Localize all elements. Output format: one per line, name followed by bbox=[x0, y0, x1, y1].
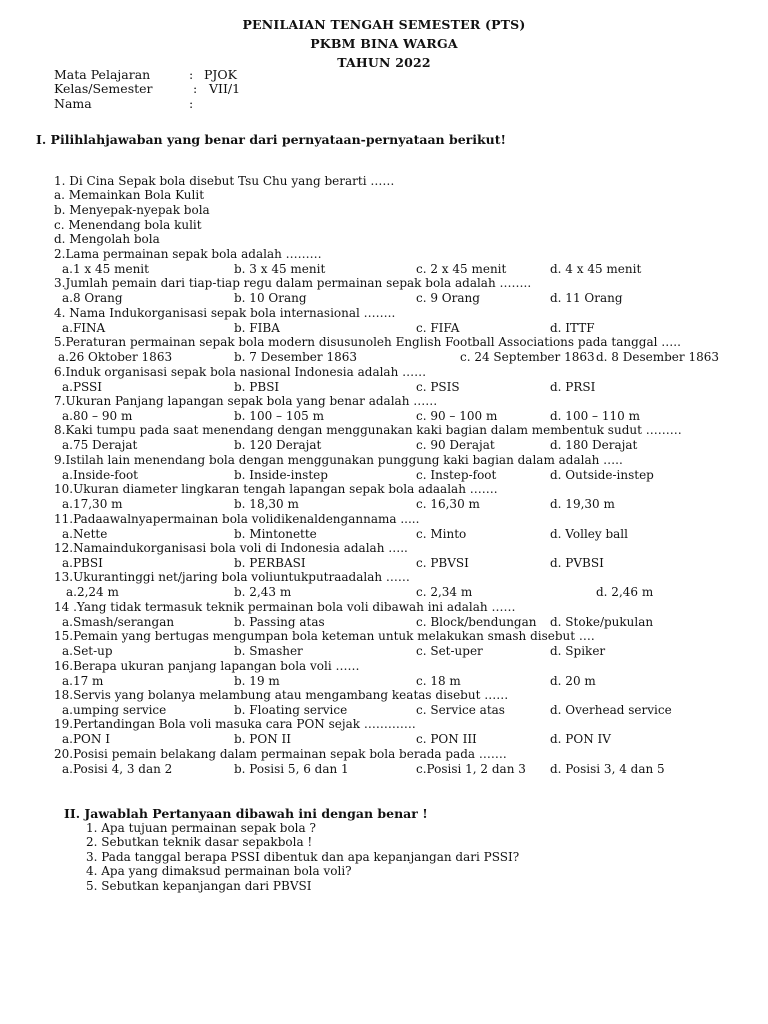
question-option-a: a.17 m bbox=[62, 673, 104, 688]
question-option-c: c. Set-uper bbox=[416, 644, 483, 659]
question-option-d: d. PON IV bbox=[550, 732, 611, 747]
question-option-d: d. 19,30 m bbox=[550, 497, 615, 512]
question-1-option-c: c. Menendang bola kulit bbox=[54, 218, 202, 232]
question-option-b: b. Smasher bbox=[234, 644, 303, 659]
question-option-c: c. 18 m bbox=[416, 673, 461, 688]
essay-question-5: 5. Sebutkan kepanjangan dari PBVSI bbox=[86, 879, 312, 893]
question-option-a: a.Set-up bbox=[62, 644, 113, 659]
exam-year: TAHUN 2022 bbox=[337, 55, 431, 70]
subject-label: Mata Pelajaran bbox=[54, 67, 151, 82]
question-text: 10.Ukuran diameter lingkaran tengah lapangan sepak bola adaalah ……. bbox=[54, 482, 498, 497]
question-option-c: c. FIFA bbox=[416, 320, 460, 335]
question-text: 15.Pemain yang bertugas mengumpan bola keteman untuk melakukan smash disebut …. bbox=[54, 629, 595, 644]
section-2-title: II. Jawablah Pertanyaan dibawah ini dengan benar ! bbox=[64, 806, 428, 821]
question-option-a: a.PBSI bbox=[62, 556, 103, 570]
question-option-c: c. PSIS bbox=[416, 379, 460, 394]
question-option-d: d. 4 x 45 menit bbox=[550, 262, 642, 276]
question-text: 19.Pertandingan Bola voli masuka cara PON sejak …………. bbox=[54, 717, 416, 732]
question-option-b: b. PBSI bbox=[234, 379, 280, 394]
question-text: 3.Jumlah pemain dari tiap-tiap regu dalam permainan sepak bola adalah …….. bbox=[54, 276, 532, 291]
question-text: 4. Nama Indukorganisasi sepak bola internasional …….. bbox=[54, 305, 396, 320]
question-1-option-a: a. Memainkan Bola Kulit bbox=[54, 188, 205, 202]
question-option-c: c. Block/bendungan bbox=[416, 614, 537, 629]
question-option-a: a.umping service bbox=[62, 703, 167, 717]
question-option-d: d. PVBSI bbox=[550, 556, 604, 570]
question-option-c: c. 9 Orang bbox=[416, 291, 480, 306]
class-semester-label: Kelas/Semester bbox=[54, 81, 153, 96]
name-label: Nama bbox=[54, 96, 92, 111]
question-option-a: a.FINA bbox=[62, 320, 106, 335]
question-1-text: 1. Di Cina Sepak bola disebut Tsu Chu yang berarti …… bbox=[54, 174, 395, 188]
essay-question-1: 1. Apa tujuan permainan sepak bola ? bbox=[86, 821, 316, 835]
question-option-b: b. 7 Desember 1863 bbox=[234, 350, 357, 365]
question-option-c: c. 90 – 100 m bbox=[416, 409, 498, 423]
question-option-b: b. Mintonette bbox=[234, 526, 317, 541]
question-option-a: a.Smash/serangan bbox=[62, 614, 175, 629]
question-option-b: b. 10 Orang bbox=[234, 291, 307, 306]
question-option-c: c. Minto bbox=[416, 526, 467, 541]
question-text: 5.Peraturan permainan sepak bola modern disusunoleh English Football Associations pada tanggal ….. bbox=[54, 335, 681, 350]
question-option-d: d. Stoke/pukulan bbox=[550, 614, 654, 629]
question-option-a: a.17,30 m bbox=[62, 497, 123, 512]
question-option-a: a.8 Orang bbox=[62, 291, 123, 306]
question-text: 16.Berapa ukuran panjang lapangan bola voli …… bbox=[54, 658, 360, 673]
question-option-a: a.PSSI bbox=[62, 379, 103, 394]
question-option-c: c. Instep-foot bbox=[416, 467, 497, 482]
question-option-c: c. 90 Derajat bbox=[416, 438, 495, 453]
question-option-a: a.Inside-foot bbox=[62, 467, 138, 482]
question-text: 9.Istilah lain menendang bola dengan menggunakan punggung kaki bagian dalam adalah ….. bbox=[54, 452, 623, 467]
school-name: PKBM BINA WARGA bbox=[310, 36, 458, 51]
question-option-b: b. 120 Derajat bbox=[234, 438, 322, 453]
question-text: 6.Induk organisasi sepak bola nasional Indonesia adalah …… bbox=[54, 364, 427, 379]
question-option-a: a.26 Oktober 1863 bbox=[58, 350, 173, 365]
question-option-b: b. Passing atas bbox=[234, 614, 325, 629]
question-option-a: a.Nette bbox=[62, 526, 108, 541]
subject-value: PJOK bbox=[204, 67, 238, 82]
essay-question-4: 4. Apa yang dimaksud permainan bola voli? bbox=[86, 864, 352, 878]
class-semester-value: VII/1 bbox=[209, 81, 241, 96]
question-option-b: b. 100 – 105 m bbox=[234, 409, 324, 423]
class-semester-colon: : bbox=[193, 81, 198, 96]
question-option-a: a.2,24 m bbox=[66, 585, 119, 600]
question-option-b: b. FIBA bbox=[234, 320, 280, 335]
question-option-d: d. 180 Derajat bbox=[550, 438, 638, 453]
question-option-d: d. 20 m bbox=[550, 673, 596, 688]
question-option-d: d. Posisi 3, 4 dan 5 bbox=[550, 761, 665, 776]
question-option-a: a.PON I bbox=[62, 732, 110, 747]
question-option-d: d. Outside-instep bbox=[550, 467, 654, 482]
question-option-d: d. PRSI bbox=[550, 379, 596, 394]
question-option-c: c. PBVSI bbox=[416, 556, 469, 570]
question-text: 13.Ukurantinggi net/jaring bola voliuntukputraadalah …… bbox=[54, 570, 410, 585]
question-option-c: c. Service atas bbox=[416, 703, 505, 717]
question-text: 2.Lama permainan sepak bola adalah ……… bbox=[54, 247, 322, 261]
question-option-b: b. PERBASI bbox=[234, 556, 306, 570]
question-1-option-b: b. Menyepak-nyepak bola bbox=[54, 203, 210, 217]
essay-question-3: 3. Pada tanggal berapa PSSI dibentuk dan apa kepanjangan dari PSSI? bbox=[86, 850, 520, 864]
question-option-a: a.Posisi 4, 3 dan 2 bbox=[62, 761, 173, 776]
question-option-c: c. 2 x 45 menit bbox=[416, 262, 507, 276]
question-1-option-d: d. Mengolah bola bbox=[54, 232, 160, 246]
question-option-a: a.80 – 90 m bbox=[62, 409, 133, 423]
question-option-b: b. 19 m bbox=[234, 673, 280, 688]
question-text: 12.Namaindukorganisasi bola voli di Indonesia adalah ….. bbox=[54, 541, 408, 555]
question-option-c: c. 2,34 m bbox=[416, 585, 473, 600]
question-option-b: b. Posisi 5, 6 dan 1 bbox=[234, 761, 349, 776]
question-text: 8.Kaki tumpu pada saat menendang dengan menggunakan kaki bagian dalam membentuk sudut ……… bbox=[54, 423, 682, 438]
question-option-b: b. Floating service bbox=[234, 703, 348, 717]
question-option-d: d. Volley ball bbox=[550, 526, 628, 541]
question-option-d: d. 2,46 m bbox=[596, 585, 654, 600]
question-option-a: a.75 Derajat bbox=[62, 438, 138, 453]
question-text: 14 .Yang tidak termasuk teknik permainan bola voli dibawah ini adalah …… bbox=[54, 599, 516, 614]
question-option-b: b. 2,43 m bbox=[234, 585, 292, 600]
exam-title: PENILAIAN TENGAH SEMESTER (PTS) bbox=[242, 17, 526, 32]
question-option-c: c. 24 September 1863 bbox=[460, 350, 595, 365]
question-text: 20.Posisi pemain belakang dalam permainan sepak bola berada pada ……. bbox=[54, 746, 507, 761]
question-option-d: d. 11 Orang bbox=[550, 291, 623, 306]
question-option-d: d. Spiker bbox=[550, 644, 606, 659]
question-text: 11.Padaawalnyapermainan bola volidikenaldengannama ..... bbox=[54, 511, 420, 526]
question-option-c: c. 16,30 m bbox=[416, 497, 480, 512]
section-1-title: I. Pilihlahjawaban yang benar dari pernyataan-pernyataan berikut! bbox=[36, 132, 507, 147]
subject-colon: : bbox=[189, 67, 194, 82]
question-option-c: c.Posisi 1, 2 dan 3 bbox=[416, 761, 526, 776]
essay-question-2: 2. Sebutkan teknik dasar sepakbola ! bbox=[86, 835, 313, 849]
question-option-c: c. PON III bbox=[416, 732, 477, 747]
question-option-b: b. 3 x 45 menit bbox=[234, 262, 326, 276]
question-option-d: d. 8 Desember 1863 bbox=[596, 350, 719, 365]
question-text: 18.Servis yang bolanya melambung atau mengambang keatas disebut …… bbox=[54, 688, 509, 702]
question-option-d: d. 100 – 110 m bbox=[550, 409, 640, 423]
question-option-b: b. 18,30 m bbox=[234, 497, 299, 512]
question-text: 7.Ukuran Panjang lapangan sepak bola yang benar adalah …… bbox=[54, 394, 438, 408]
question-option-d: d. ITTF bbox=[550, 320, 595, 335]
question-option-b: b. Inside-instep bbox=[234, 467, 328, 482]
question-option-b: b. PON II bbox=[234, 732, 292, 747]
question-option-d: d. Overhead service bbox=[550, 703, 672, 717]
question-option-a: a.1 x 45 menit bbox=[62, 262, 149, 276]
name-colon: : bbox=[189, 96, 194, 111]
